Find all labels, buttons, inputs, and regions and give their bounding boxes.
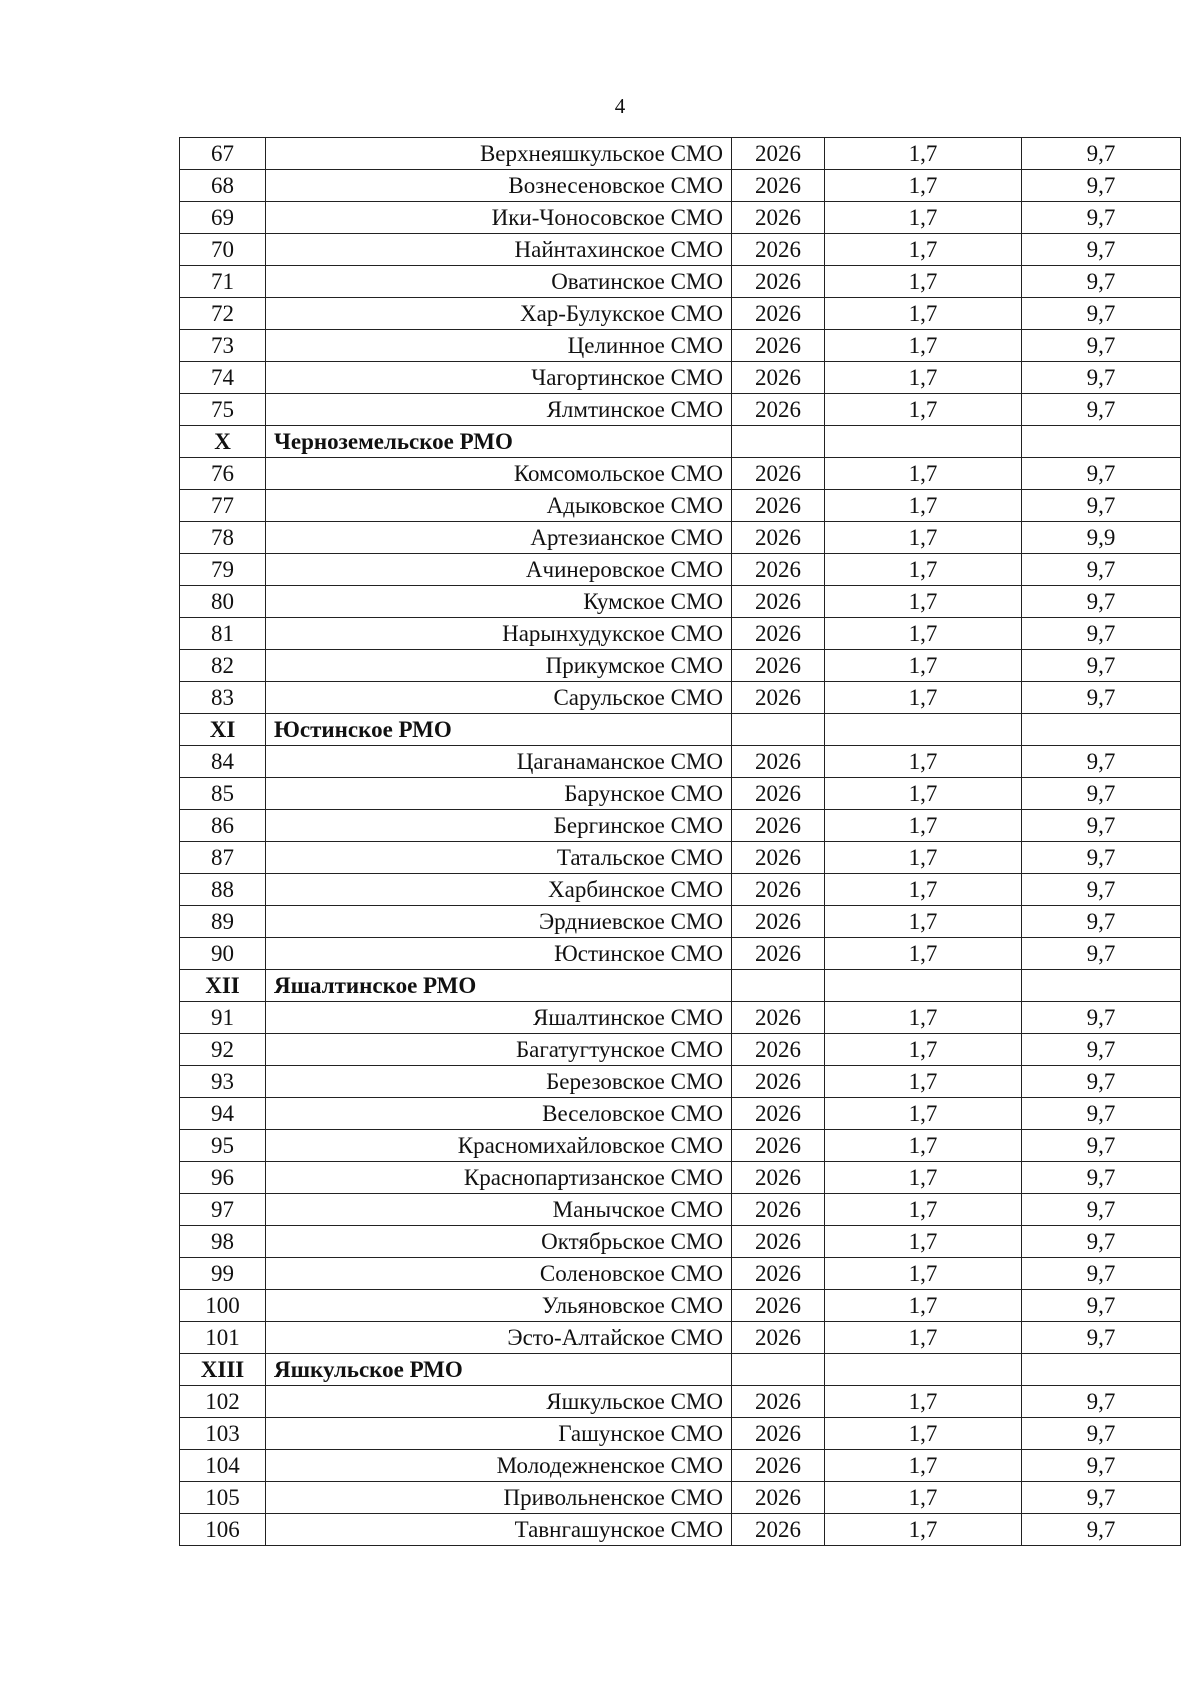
year-cell: 2026: [732, 586, 825, 618]
year-cell: 2026: [732, 1290, 825, 1322]
municipality-name: Чагортинское СМО: [266, 362, 732, 394]
municipality-name: Сарульское СМО: [266, 682, 732, 714]
value1-cell: 1,7: [825, 170, 1022, 202]
municipality-name: Целинное СМО: [266, 330, 732, 362]
year-cell: 2026: [732, 618, 825, 650]
table-row: [180, 1482, 1181, 1514]
value1-cell: 1,7: [825, 266, 1022, 298]
municipality-name: Октябрьское СМО: [266, 1226, 732, 1258]
section-row: [180, 426, 1181, 458]
municipality-name: Харбинское СМО: [266, 874, 732, 906]
municipality-name: Ялмтинское СМО: [266, 394, 732, 426]
row-number: 78: [180, 522, 266, 554]
value2-cell: 9,7: [1022, 394, 1181, 426]
table-row: [180, 778, 1181, 810]
row-number: 105: [180, 1482, 266, 1514]
municipality-name: Ики-Чоносовское СМО: [266, 202, 732, 234]
value1-cell: [825, 426, 1022, 458]
value2-cell: 9,7: [1022, 1450, 1181, 1482]
value2-cell: 9,7: [1022, 330, 1181, 362]
value1-cell: 1,7: [825, 234, 1022, 266]
row-number: 73: [180, 330, 266, 362]
table-row: [180, 522, 1181, 554]
value2-cell: 9,9: [1022, 522, 1181, 554]
value2-cell: 9,7: [1022, 842, 1181, 874]
municipality-name: Оватинское СМО: [266, 266, 732, 298]
table-row: [180, 234, 1181, 266]
value2-cell: [1022, 970, 1181, 1002]
table-row: [180, 1162, 1181, 1194]
table-row: [180, 1514, 1181, 1546]
value2-cell: 9,7: [1022, 1002, 1181, 1034]
value2-cell: 9,7: [1022, 1130, 1181, 1162]
value2-cell: 9,7: [1022, 1194, 1181, 1226]
table-row: [180, 170, 1181, 202]
value2-cell: [1022, 1354, 1181, 1386]
value1-cell: 1,7: [825, 1450, 1022, 1482]
row-number: 69: [180, 202, 266, 234]
value2-cell: 9,7: [1022, 1226, 1181, 1258]
row-number: 106: [180, 1514, 266, 1546]
row-number: 104: [180, 1450, 266, 1482]
row-number: 91: [180, 1002, 266, 1034]
value2-cell: 9,7: [1022, 938, 1181, 970]
table-row: [180, 298, 1181, 330]
value1-cell: 1,7: [825, 906, 1022, 938]
year-cell: [732, 970, 825, 1002]
year-cell: 2026: [732, 1066, 825, 1098]
table-row: [180, 1002, 1181, 1034]
table-row: [180, 1258, 1181, 1290]
row-number: 97: [180, 1194, 266, 1226]
year-cell: 2026: [732, 330, 825, 362]
value2-cell: 9,7: [1022, 362, 1181, 394]
municipality-name: Яшалтинское СМО: [266, 1002, 732, 1034]
table-row: [180, 682, 1181, 714]
row-number: 99: [180, 1258, 266, 1290]
municipality-name: Адыковское СМО: [266, 490, 732, 522]
row-number: 85: [180, 778, 266, 810]
municipality-name: Кумское СМО: [266, 586, 732, 618]
table-row: [180, 394, 1181, 426]
table-row: [180, 842, 1181, 874]
row-number: 90: [180, 938, 266, 970]
year-cell: 2026: [732, 650, 825, 682]
value2-cell: 9,7: [1022, 1386, 1181, 1418]
row-number: 77: [180, 490, 266, 522]
table-row: [180, 266, 1181, 298]
municipality-name: Эрдниевское СМО: [266, 906, 732, 938]
municipality-name: Манычское СМО: [266, 1194, 732, 1226]
table-row: [180, 1194, 1181, 1226]
row-number: 75: [180, 394, 266, 426]
row-number: 86: [180, 810, 266, 842]
year-cell: 2026: [732, 1162, 825, 1194]
row-number: 68: [180, 170, 266, 202]
year-cell: 2026: [732, 1322, 825, 1354]
value2-cell: 9,7: [1022, 1290, 1181, 1322]
municipality-name: Нарынхудукское СМО: [266, 618, 732, 650]
municipality-name: Ачинеровское СМО: [266, 554, 732, 586]
row-number: 103: [180, 1418, 266, 1450]
year-cell: 2026: [732, 522, 825, 554]
value1-cell: 1,7: [825, 1194, 1022, 1226]
row-number: 80: [180, 586, 266, 618]
year-cell: 2026: [732, 394, 825, 426]
value1-cell: [825, 970, 1022, 1002]
value1-cell: 1,7: [825, 842, 1022, 874]
value1-cell: [825, 1354, 1022, 1386]
year-cell: 2026: [732, 1194, 825, 1226]
municipality-name: Юстинское СМО: [266, 938, 732, 970]
row-number: 96: [180, 1162, 266, 1194]
table-row: [180, 362, 1181, 394]
table-row: [180, 1034, 1181, 1066]
row-number: 79: [180, 554, 266, 586]
section-row: [180, 1354, 1181, 1386]
year-cell: 2026: [732, 458, 825, 490]
table-row: [180, 938, 1181, 970]
row-number: 81: [180, 618, 266, 650]
value2-cell: 9,7: [1022, 1162, 1181, 1194]
municipality-name: Соленовское СМО: [266, 1258, 732, 1290]
value1-cell: 1,7: [825, 554, 1022, 586]
value1-cell: 1,7: [825, 522, 1022, 554]
value2-cell: 9,7: [1022, 138, 1181, 170]
section-number: XI: [180, 714, 266, 746]
row-number: 93: [180, 1066, 266, 1098]
section-row: [180, 714, 1181, 746]
value1-cell: 1,7: [825, 778, 1022, 810]
value1-cell: 1,7: [825, 938, 1022, 970]
value2-cell: 9,7: [1022, 1418, 1181, 1450]
value1-cell: 1,7: [825, 202, 1022, 234]
year-cell: [732, 1354, 825, 1386]
table-row: [180, 746, 1181, 778]
row-number: 87: [180, 842, 266, 874]
table-row: [180, 1290, 1181, 1322]
value1-cell: 1,7: [825, 1386, 1022, 1418]
municipality-name: Бергинское СМО: [266, 810, 732, 842]
municipality-name: Хар-Булукское СМО: [266, 298, 732, 330]
row-number: 92: [180, 1034, 266, 1066]
value1-cell: 1,7: [825, 298, 1022, 330]
year-cell: [732, 426, 825, 458]
municipality-name: Вознесеновское СМО: [266, 170, 732, 202]
section-number: XII: [180, 970, 266, 1002]
value2-cell: 9,7: [1022, 1034, 1181, 1066]
year-cell: 2026: [732, 778, 825, 810]
year-cell: 2026: [732, 1514, 825, 1546]
year-cell: 2026: [732, 682, 825, 714]
value1-cell: 1,7: [825, 810, 1022, 842]
year-cell: 2026: [732, 1226, 825, 1258]
value1-cell: 1,7: [825, 1418, 1022, 1450]
value1-cell: 1,7: [825, 1162, 1022, 1194]
value1-cell: 1,7: [825, 1130, 1022, 1162]
value2-cell: 9,7: [1022, 554, 1181, 586]
row-number: 84: [180, 746, 266, 778]
year-cell: 2026: [732, 1386, 825, 1418]
table-row: [180, 330, 1181, 362]
value1-cell: [825, 714, 1022, 746]
row-number: 67: [180, 138, 266, 170]
value2-cell: 9,7: [1022, 682, 1181, 714]
year-cell: 2026: [732, 842, 825, 874]
value2-cell: 9,7: [1022, 234, 1181, 266]
municipality-name: Эсто-Алтайское СМО: [266, 1322, 732, 1354]
municipality-name: Молодежненское СМО: [266, 1450, 732, 1482]
row-number: 94: [180, 1098, 266, 1130]
row-number: 89: [180, 906, 266, 938]
table-row: [180, 810, 1181, 842]
municipality-name: Багатугтунское СМО: [266, 1034, 732, 1066]
year-cell: 2026: [732, 746, 825, 778]
year-cell: 2026: [732, 938, 825, 970]
row-number: 74: [180, 362, 266, 394]
value2-cell: 9,7: [1022, 746, 1181, 778]
year-cell: 2026: [732, 362, 825, 394]
value1-cell: 1,7: [825, 1482, 1022, 1514]
municipality-name: Найнтахинское СМО: [266, 234, 732, 266]
value1-cell: 1,7: [825, 458, 1022, 490]
municipality-name: Краснопартизанское СМО: [266, 1162, 732, 1194]
value1-cell: 1,7: [825, 874, 1022, 906]
year-cell: 2026: [732, 234, 825, 266]
value1-cell: 1,7: [825, 1034, 1022, 1066]
year-cell: 2026: [732, 202, 825, 234]
value2-cell: 9,7: [1022, 1322, 1181, 1354]
section-number: XIII: [180, 1354, 266, 1386]
row-number: 101: [180, 1322, 266, 1354]
table-row: [180, 874, 1181, 906]
municipality-name: Прикумское СМО: [266, 650, 732, 682]
value2-cell: 9,7: [1022, 202, 1181, 234]
municipality-name: Верхнеяшкульское СМО: [266, 138, 732, 170]
year-cell: 2026: [732, 874, 825, 906]
value2-cell: 9,7: [1022, 906, 1181, 938]
value2-cell: 9,7: [1022, 1098, 1181, 1130]
table-row: [180, 1322, 1181, 1354]
row-number: 82: [180, 650, 266, 682]
year-cell: 2026: [732, 1098, 825, 1130]
row-number: 71: [180, 266, 266, 298]
table-row: [180, 202, 1181, 234]
table-row: [180, 1450, 1181, 1482]
value2-cell: [1022, 714, 1181, 746]
municipality-name: Яшкульское СМО: [266, 1386, 732, 1418]
year-cell: 2026: [732, 1258, 825, 1290]
municipality-name: Тавнгашунское СМО: [266, 1514, 732, 1546]
table-row: [180, 1130, 1181, 1162]
year-cell: 2026: [732, 490, 825, 522]
value2-cell: 9,7: [1022, 650, 1181, 682]
year-cell: 2026: [732, 138, 825, 170]
table-body: [180, 138, 1181, 1546]
municipality-name: Артезианское СМО: [266, 522, 732, 554]
value2-cell: 9,7: [1022, 618, 1181, 650]
municipality-name: Березовское СМО: [266, 1066, 732, 1098]
year-cell: 2026: [732, 1450, 825, 1482]
value1-cell: 1,7: [825, 394, 1022, 426]
row-number: 98: [180, 1226, 266, 1258]
value2-cell: 9,7: [1022, 1066, 1181, 1098]
year-cell: 2026: [732, 298, 825, 330]
row-number: 88: [180, 874, 266, 906]
municipality-name: Привольненское СМО: [266, 1482, 732, 1514]
value2-cell: 9,7: [1022, 1258, 1181, 1290]
value2-cell: 9,7: [1022, 458, 1181, 490]
value1-cell: 1,7: [825, 1290, 1022, 1322]
year-cell: 2026: [732, 266, 825, 298]
row-number: 100: [180, 1290, 266, 1322]
value1-cell: 1,7: [825, 330, 1022, 362]
value1-cell: 1,7: [825, 1322, 1022, 1354]
year-cell: 2026: [732, 1034, 825, 1066]
value1-cell: 1,7: [825, 1258, 1022, 1290]
value1-cell: 1,7: [825, 1098, 1022, 1130]
table-row: [180, 1226, 1181, 1258]
value1-cell: 1,7: [825, 1514, 1022, 1546]
municipality-name: Комсомольское СМО: [266, 458, 732, 490]
table-row: [180, 906, 1181, 938]
table-row: [180, 458, 1181, 490]
row-number: 72: [180, 298, 266, 330]
year-cell: 2026: [732, 810, 825, 842]
value2-cell: 9,7: [1022, 170, 1181, 202]
table-row: [180, 490, 1181, 522]
year-cell: 2026: [732, 1482, 825, 1514]
value2-cell: 9,7: [1022, 298, 1181, 330]
value1-cell: 1,7: [825, 138, 1022, 170]
value2-cell: 9,7: [1022, 266, 1181, 298]
year-cell: 2026: [732, 1130, 825, 1162]
year-cell: 2026: [732, 170, 825, 202]
table-row: [180, 586, 1181, 618]
value1-cell: 1,7: [825, 618, 1022, 650]
value1-cell: 1,7: [825, 746, 1022, 778]
value1-cell: 1,7: [825, 650, 1022, 682]
value2-cell: 9,7: [1022, 778, 1181, 810]
table-row: [180, 1418, 1181, 1450]
table-row: [180, 1098, 1181, 1130]
year-cell: 2026: [732, 554, 825, 586]
row-number: 102: [180, 1386, 266, 1418]
value1-cell: 1,7: [825, 1002, 1022, 1034]
row-number: 95: [180, 1130, 266, 1162]
municipalities-table: [179, 137, 1181, 1546]
value1-cell: 1,7: [825, 1226, 1022, 1258]
value1-cell: 1,7: [825, 362, 1022, 394]
value2-cell: 9,7: [1022, 586, 1181, 618]
section-title: Черноземельское РМО: [266, 426, 732, 458]
section-row: [180, 970, 1181, 1002]
value2-cell: 9,7: [1022, 810, 1181, 842]
row-number: 76: [180, 458, 266, 490]
table-row: [180, 1386, 1181, 1418]
year-cell: 2026: [732, 1418, 825, 1450]
municipality-name: Ульяновское СМО: [266, 1290, 732, 1322]
municipality-name: Цаганаманское СМО: [266, 746, 732, 778]
table-row: [180, 1066, 1181, 1098]
municipality-name: Барунское СМО: [266, 778, 732, 810]
municipality-name: Красномихайловское СМО: [266, 1130, 732, 1162]
value1-cell: 1,7: [825, 490, 1022, 522]
value2-cell: 9,7: [1022, 1482, 1181, 1514]
value2-cell: 9,7: [1022, 1514, 1181, 1546]
section-number: X: [180, 426, 266, 458]
section-title: Юстинское РМО: [266, 714, 732, 746]
year-cell: 2026: [732, 906, 825, 938]
table-row: [180, 554, 1181, 586]
page-number: 4: [614, 94, 626, 118]
section-title: Яшалтинское РМО: [266, 970, 732, 1002]
row-number: 70: [180, 234, 266, 266]
value1-cell: 1,7: [825, 682, 1022, 714]
municipality-name: Гашунское СМО: [266, 1418, 732, 1450]
value2-cell: 9,7: [1022, 490, 1181, 522]
municipality-name: Татальское СМО: [266, 842, 732, 874]
value2-cell: [1022, 426, 1181, 458]
table-row: [180, 650, 1181, 682]
value1-cell: 1,7: [825, 1066, 1022, 1098]
year-cell: [732, 714, 825, 746]
row-number: 83: [180, 682, 266, 714]
table-row: [180, 138, 1181, 170]
value1-cell: 1,7: [825, 586, 1022, 618]
municipality-name: Веселовское СМО: [266, 1098, 732, 1130]
year-cell: 2026: [732, 1002, 825, 1034]
value2-cell: 9,7: [1022, 874, 1181, 906]
table-row: [180, 618, 1181, 650]
section-title: Яшкульское РМО: [266, 1354, 732, 1386]
